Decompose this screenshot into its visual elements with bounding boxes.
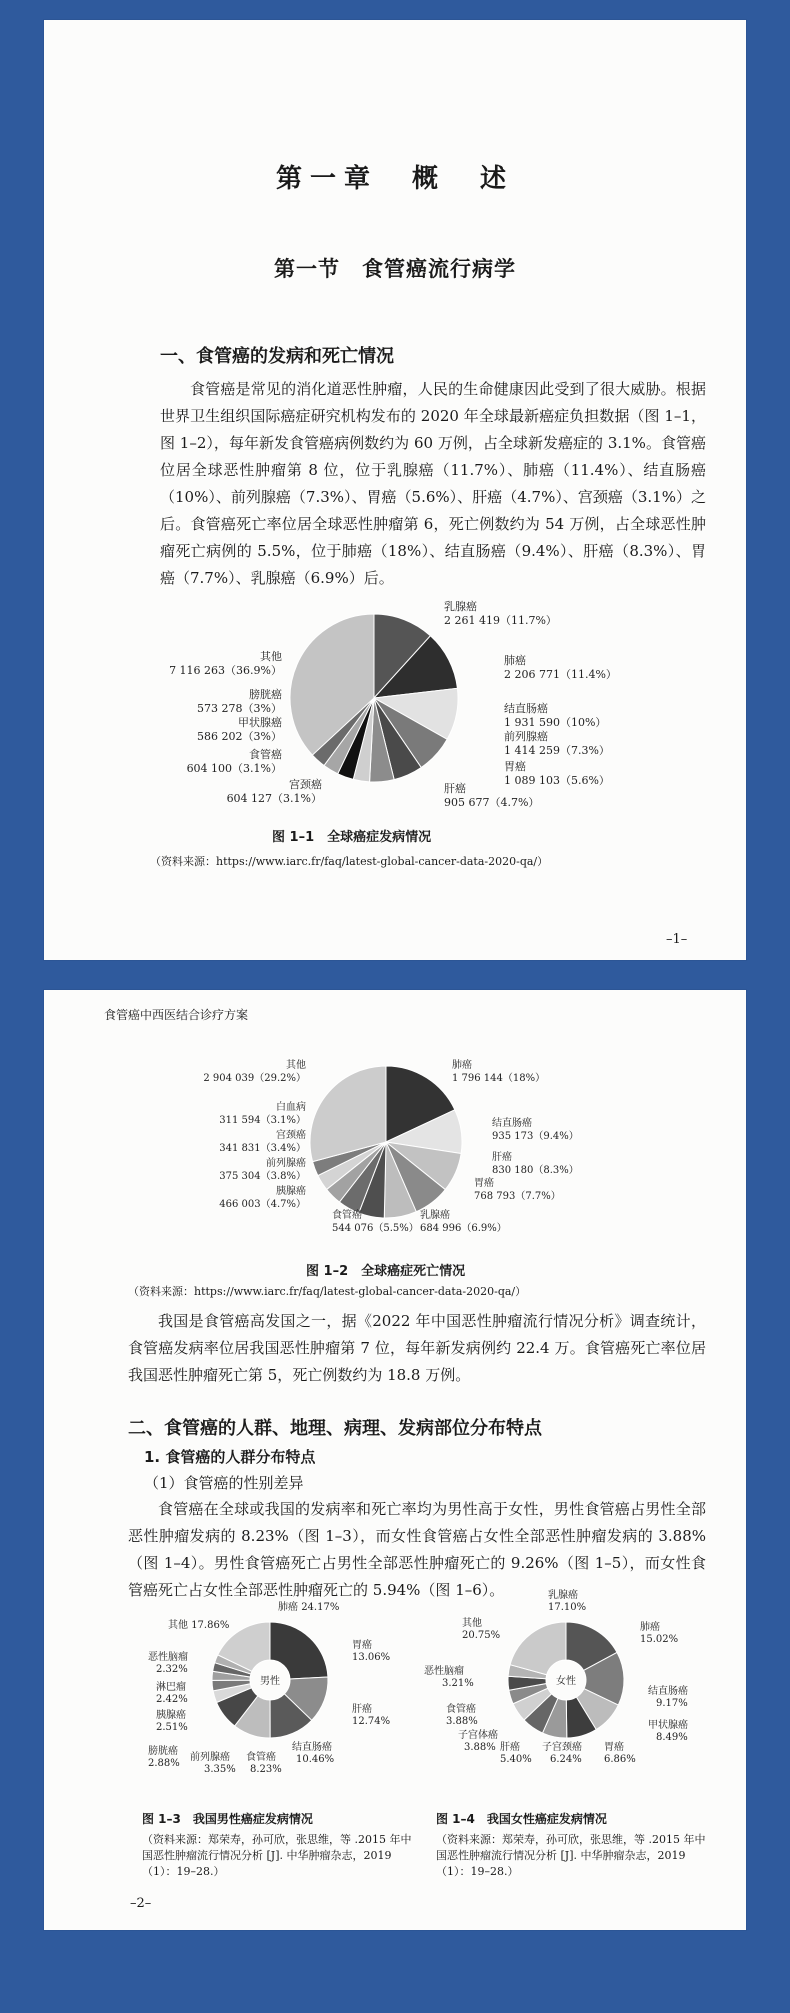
svg-text:肺癌1 796 144（18%）: [452, 1058, 545, 1084]
svg-text:前列腺癌1 414 259（7.3%）: [504, 729, 610, 757]
pie4-label-value: 17.10%: [548, 1602, 587, 1613]
pie4-label-value: 15.02%: [640, 1634, 679, 1645]
svg-text:食管癌3.88%: [446, 1702, 478, 1727]
pie2-label-value: 544 076（5.5%）: [332, 1223, 419, 1234]
svg-text:甲状腺癌8.49%: [648, 1718, 688, 1743]
pie1-label-name: 肺癌: [504, 654, 526, 667]
pie4-label-value: 9.17%: [656, 1698, 688, 1709]
pie3-label-value: 8.23%: [250, 1764, 282, 1775]
pie1-label-value: 905 677（4.7%）: [444, 796, 540, 809]
pie1-label-name: 宫颈癌: [289, 778, 322, 791]
pie2-label-name: 白血病: [276, 1102, 306, 1113]
figure-1-3-caption: 图 1–3 我国男性癌症发病情况: [142, 1812, 313, 1826]
pie3-label-value: 3.35%: [204, 1764, 236, 1775]
pie4-slice-10: [510, 1622, 566, 1675]
svg-text:胃癌768 793（7.7%）: [474, 1176, 561, 1202]
svg-text:肝癌830 180（8.3%）: [492, 1150, 579, 1176]
svg-text:胃癌1 089 103（5.6%）: [504, 760, 610, 787]
paragraph-gender: 食管癌在全球或我国的发病率和死亡率均为男性高于女性，男性食管癌占男性全部恶性肿瘤发病的 8.23%（图 1–3），而女性食管癌占女性全部恶性肿瘤发病的 3.88%（图 1–4）。男性食管癌死亡占男性全部恶性肿瘤死亡的 9.26%（图 1–5），而女性食管癌死亡占女性全部恶性肿瘤死亡的 5.94%（图 1–6）。: [128, 1500, 706, 1599]
pie2-label-value: 830 180（8.3%）: [492, 1165, 579, 1176]
pie4-label-value: 20.75%: [462, 1630, 501, 1641]
figure-1-3-source: （资料来源：郑荣寿，孙可欣，张思维，等 .2015 年中国恶性肿瘤流行情况分析 [J]. 中华肿瘤杂志，2019（1）：19–28.）: [142, 1833, 412, 1878]
svg-text:胃癌6.86%: [604, 1740, 636, 1765]
pie3-label-value: 2.42%: [156, 1694, 188, 1705]
donut-chart-female-incidence: [420, 1590, 720, 1790]
pie2-label-name: 乳腺癌: [420, 1210, 450, 1221]
pie3-label-name: 胃癌: [352, 1640, 372, 1651]
section-title: 第一节 食管癌流行病学: [274, 257, 516, 281]
pie2-label-value: 935 173（9.4%）: [492, 1131, 579, 1142]
pie2-label-name: 肝癌: [492, 1152, 512, 1163]
pie3-label-value: 13.06%: [352, 1652, 391, 1663]
svg-text:膀胱癌2.88%: [148, 1744, 180, 1769]
pie1-label-value: 604 100（3.1%）: [186, 762, 282, 775]
svg-text:结直肠癌9.17%: [648, 1684, 688, 1709]
figure-1-1-source: （资料来源：https://www.iarc.fr/faq/latest-global-cancer-data-2020-qa/）: [150, 855, 549, 868]
pie4-label-name: 其他: [462, 1618, 482, 1629]
svg-text:子宫颈癌6.24%: [542, 1740, 582, 1765]
pie2-label-name: 食管癌: [332, 1210, 362, 1221]
pie4-label-name: 肝癌: [500, 1742, 520, 1753]
paragraph-intro: 食管癌是常见的消化道恶性肿瘤，人民的生命健康因此受到了很大威胁。根据世界卫生组织国际癌症研究机构发布的 2020 年全球最新癌症负担数据（图 1–1，图 1–2），每年新发食管癌病例数约为 60 万例，占全球新发癌症的 3.1%。食管癌位居全球恶性肿瘤第 8 位，位于乳腺癌（11.7%）、肺癌（11.4%）、结直肠癌（10%）、前列腺癌（7.3%）、胃癌（5.6%）、肝癌（4.7%）、宫颈癌（3.1%）之后。食管癌死亡率位居全球恶性肿瘤第 6，死亡例数约为 54 万例，占全球恶性肿瘤死亡病例的 5.5%，位于肺癌（18%）、结直肠癌（9.4%）、肝癌（8.3%）、胃癌（7.7%）、乳腺癌（6.9%）后。: [160, 380, 706, 587]
svg-text:恶性脑瘤3.21%: [424, 1664, 474, 1689]
chapter-title: 第一章 概 述: [275, 164, 514, 194]
pie4-label-value: 3.21%: [442, 1678, 474, 1689]
page-number: –1–: [666, 932, 688, 947]
pie2-label-value: 768 793（7.7%）: [474, 1191, 561, 1202]
pie4-label-value: 5.40%: [500, 1754, 532, 1765]
book-page-2: [44, 990, 746, 1930]
pie1-label-value: 1 931 590（10%）: [504, 716, 607, 729]
pie4-label-value: 6.24%: [550, 1754, 582, 1765]
pie1-label-name: 乳腺癌: [444, 600, 477, 613]
donut-center-label: 男性: [260, 1676, 280, 1687]
donut-center-label: 女性: [556, 1676, 576, 1687]
pie4-label-name: 食管癌: [446, 1704, 476, 1715]
pie3-label-name: 胰腺癌: [156, 1710, 186, 1721]
pie2-label-name: 肺癌: [452, 1060, 472, 1071]
pie2-label-name: 其他: [286, 1060, 306, 1071]
paragraph-china: 我国是食管癌高发国之一，据《2022 年中国恶性肿瘤流行情况分析》调查统计，食管癌发病率位居我国恶性肿瘤第 7 位，每年新发病例约 22.4 万。食管癌死亡率位居我国恶性肿瘤死亡第 5，死亡例数约为 18.8 万例。: [128, 1312, 706, 1384]
pie4-label-name: 子宫体癌: [458, 1730, 498, 1741]
heading-incidence-mortality: 一、食管癌的发病和死亡情况: [160, 346, 394, 367]
svg-text:乳腺癌17.10%: [548, 1588, 586, 1613]
pie2-label-name: 胰腺癌: [276, 1186, 306, 1197]
pie2-label-name: 宫颈癌: [276, 1130, 306, 1141]
pie2-label-value: 684 996（6.9%）: [420, 1223, 507, 1234]
svg-text:胰腺癌466 003（4.7%）: [219, 1184, 306, 1210]
book-page-1: [44, 20, 746, 960]
pie1-label-value: 2 261 419（11.7%）: [444, 614, 557, 627]
svg-text:膀胱癌573 278（3%）: [197, 687, 282, 715]
figure-1-2-source: （资料来源：https://www.iarc.fr/faq/latest-global-cancer-data-2020-qa/）: [128, 1285, 527, 1298]
pie2-label-value: 375 304（3.8%）: [219, 1171, 306, 1182]
pie1-label-value: 2 206 771（11.4%）: [504, 668, 617, 681]
pie4-label-name: 肺癌: [640, 1622, 660, 1633]
svg-text:其他2 904 039（29.2%）: [203, 1058, 306, 1084]
pie1-label-name: 甲状腺癌: [238, 716, 282, 729]
svg-text:肝癌12.74%: [352, 1702, 390, 1727]
pie4-label-value: 3.88%: [446, 1716, 478, 1727]
pie3-label-name: 其他: [168, 1620, 188, 1631]
pie2-label-value: 341 831（3.4%）: [219, 1143, 306, 1154]
donut-chart-male-incidence: [120, 1600, 420, 1800]
pie4-label-name: 甲状腺癌: [648, 1720, 688, 1731]
svg-text:前列腺癌3.35%: [190, 1750, 236, 1775]
svg-text:肝癌5.40%: [500, 1740, 532, 1765]
pie4-label-value: 6.86%: [604, 1754, 636, 1765]
pie4-label-name: 结直肠癌: [648, 1686, 688, 1697]
pie3-label-name: 食管癌: [246, 1752, 276, 1763]
pie4-label-name: 子宫颈癌: [542, 1742, 582, 1753]
pie4-label-value: 8.49%: [656, 1732, 688, 1743]
pie1-label-value: 7 116 263（36.9%）: [169, 664, 282, 677]
figure-1-1-caption: 图 1–1 全球癌症发病情况: [272, 830, 432, 845]
pie3-label-name: 前列腺癌: [190, 1752, 230, 1763]
pie1-label-value: 1 089 103（5.6%）: [504, 774, 610, 787]
pie1-label-name: 食管癌: [249, 748, 282, 761]
svg-text:前列腺癌375 304（3.8%）: [219, 1156, 306, 1182]
svg-text:恶性脑瘤2.32%: [148, 1650, 188, 1675]
running-head: 食管癌中西医结合诊疗方案: [104, 1008, 249, 1022]
pie2-label-value: 2 904 039（29.2%）: [203, 1073, 306, 1084]
svg-text:甲状腺癌586 202（3%）: [197, 715, 282, 743]
pie2-label-name: 前列腺癌: [266, 1158, 306, 1169]
pie3-label-name: 肝癌: [352, 1704, 372, 1715]
figure-1-4-caption: 图 1–4 我国女性癌症发病情况: [436, 1812, 607, 1826]
pie1-label-name: 前列腺癌: [504, 730, 548, 743]
pie3-label-value: 17.86%: [191, 1620, 230, 1631]
svg-text:宫颈癌341 831（3.4%）: [219, 1128, 306, 1154]
svg-text:结直肠癌1 931 590（10%）: [504, 701, 606, 729]
svg-text:食管癌8.23%: [246, 1750, 282, 1775]
pie1-label-value: 573 278（3%）: [197, 702, 282, 715]
pie1-label-value: 586 202（3%）: [197, 730, 282, 743]
pie1-label-value: 604 127（3.1%）: [226, 792, 322, 805]
svg-text:结直肠癌935 173（9.4%）: [492, 1116, 579, 1142]
pie4-label-value: 3.88%: [464, 1742, 496, 1753]
pie3-label-name: 膀胱癌: [148, 1746, 178, 1757]
pie1-label-value: 1 414 259（7.3%）: [504, 744, 610, 757]
svg-text:胰腺癌2.51%: [156, 1708, 188, 1733]
pie3-label-name: 恶性脑瘤: [148, 1652, 188, 1663]
svg-text:白血病311 594（3.1%）: [219, 1100, 306, 1126]
svg-text:宫颈癌604 127（3.1%）: [227, 777, 322, 805]
pie3-label-value: 12.74%: [352, 1716, 391, 1727]
pie1-label-name: 结直肠癌: [504, 702, 548, 715]
figure-1-2-caption: 图 1–2 全球癌症死亡情况: [306, 1264, 466, 1279]
svg-text:食管癌604 100（3.1%）: [187, 747, 282, 775]
pie2-label-value: 466 003（4.7%）: [219, 1199, 306, 1210]
pie3-label-value: 2.88%: [148, 1758, 180, 1769]
svg-text:胃癌13.06%: [352, 1638, 390, 1663]
pie3-label-value: 2.51%: [156, 1722, 188, 1733]
pie-chart-global-mortality: [44, 1046, 746, 1246]
pie3-label-value: 10.46%: [296, 1754, 335, 1765]
svg-text:肺癌2 206 771（11.4%）: [504, 653, 617, 681]
pie1-label-name: 膀胱癌: [249, 688, 282, 701]
pie4-label-name: 乳腺癌: [548, 1590, 578, 1601]
svg-text:子宫体癌3.88%: [458, 1728, 498, 1753]
svg-text:其他20.75%: [462, 1616, 500, 1641]
svg-text:其他 17.86%: [168, 1618, 229, 1631]
pie2-label-name: 结直肠癌: [492, 1118, 532, 1129]
page-number: –2–: [130, 1896, 152, 1911]
svg-text:肺癌15.02%: [640, 1620, 678, 1645]
svg-text:乳腺癌684 996（6.9%）: [420, 1208, 507, 1234]
subheading-population: 1. 食管癌的人群分布特点: [144, 1448, 316, 1466]
pie2-label-value: 1 796 144（18%）: [452, 1073, 546, 1084]
svg-text:乳腺癌2 261 419（11.7%）: [444, 600, 557, 627]
svg-text:肺癌 24.17%: [278, 1600, 339, 1613]
pie2-label-value: 311 594（3.1%）: [219, 1115, 306, 1126]
pie3-label-name: 结直肠癌: [292, 1742, 332, 1753]
pie2-label-name: 胃癌: [474, 1178, 494, 1189]
pie-chart-global-incidence: [44, 588, 746, 808]
pie3-label-value: 2.32%: [156, 1664, 188, 1675]
subheading-gender: （1）食管癌的性别差异: [144, 1474, 304, 1492]
svg-text:淋巴瘤2.42%: [156, 1680, 188, 1705]
pie1-label-name: 肝癌: [444, 782, 466, 795]
svg-text:其他7 116 263（36.9%）: [169, 649, 282, 677]
heading-distribution: 二、食管癌的人群、地理、病理、发病部位分布特点: [128, 1418, 542, 1439]
pie1-label-name: 胃癌: [504, 760, 526, 773]
pie4-label-name: 恶性脑瘤: [424, 1666, 464, 1677]
pie4-label-name: 胃癌: [604, 1742, 624, 1753]
pie3-label-name: 淋巴瘤: [156, 1682, 186, 1693]
svg-text:结直肠癌10.46%: [292, 1740, 334, 1765]
pie1-label-name: 其他: [260, 650, 282, 663]
pie3-label-value: 24.17%: [301, 1602, 340, 1613]
pie3-label-name: 肺癌: [278, 1602, 298, 1613]
pie3-slice-0: [270, 1622, 328, 1679]
figure-1-4-source: （资料来源：郑荣寿，孙可欣，张思维，等 .2015 年中国恶性肿瘤流行情况分析 [J]. 中华肿瘤杂志，2019（1）：19–28.）: [436, 1833, 706, 1878]
